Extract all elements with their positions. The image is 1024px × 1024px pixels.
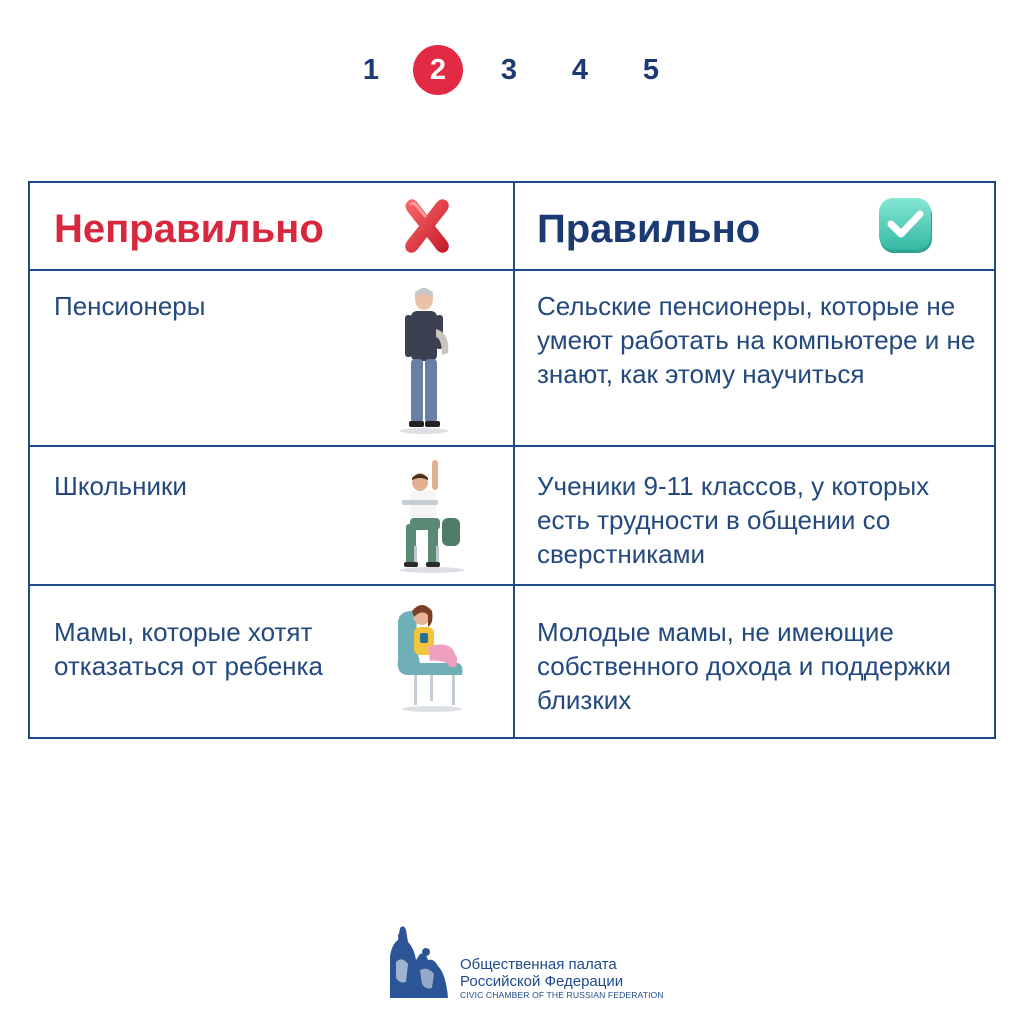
comparison-table [28,181,996,739]
check-icon [876,195,936,257]
column-divider [513,183,515,737]
row-divider [30,269,994,271]
page-3-button[interactable]: 3 [500,53,518,86]
logo-line-1: Общественная палата [460,956,617,973]
row-1-wrong-text: Пенсионеры [54,291,206,321]
civic-chamber-logo [386,922,664,1002]
row-3-wrong-text: Мамы, которые хотят отказаться от ребенка [54,617,323,681]
woman-in-chair-figure [392,599,474,715]
elderly-man-figure [392,281,462,437]
header-right: Правильно [537,207,761,251]
row-1-right-text: Сельские пенсионеры, которые не умеют работать на компьютере и не знают, как этому научиться [537,291,976,389]
row-2-right-text: Ученики 9-11 классов, у которых есть трудности в общении со сверстниками [537,471,930,569]
page-2-button-active[interactable]: 2 [413,45,463,95]
row-divider [30,445,994,447]
page-5-button[interactable]: 5 [642,53,660,86]
logo-line-3: CIVIC CHAMBER OF THE RUSSIAN FEDERATION [460,990,664,1000]
row-divider [30,584,994,586]
page-4-button[interactable]: 4 [571,53,589,86]
logo-text [460,956,664,1001]
monument-emblem-icon [386,922,452,1000]
row-2-wrong-text: Школьники [54,471,187,501]
student-raising-hand-figure [392,458,482,576]
header-wrong: Неправильно [54,207,324,251]
row-3-right-text: Молодые мамы, не имеющие собственного дохода и поддержки близких [537,617,952,715]
page-1-button[interactable]: 1 [362,53,380,86]
pagination [0,45,1024,95]
logo-line-2: Российской Федерации [460,973,624,990]
cross-icon [398,195,456,257]
